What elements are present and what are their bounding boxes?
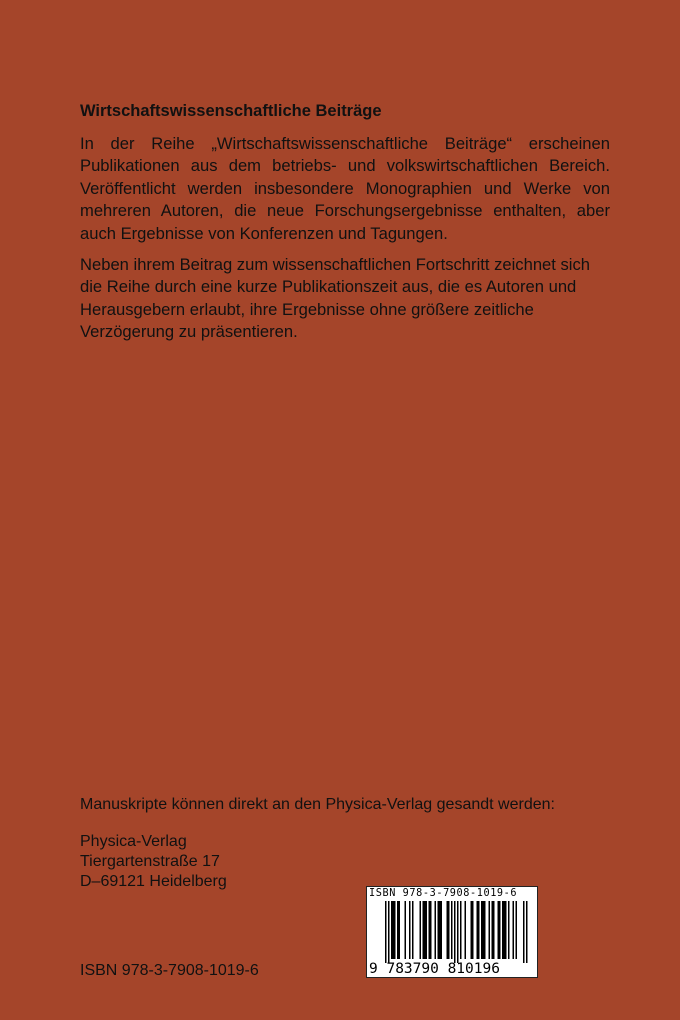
- barcode-bar: [435, 901, 437, 959]
- barcode-bar: [412, 901, 414, 959]
- barcode-bar: [447, 901, 449, 959]
- barcode-bars: [367, 901, 537, 963]
- barcode-bar: [502, 901, 504, 959]
- barcode-bar: [439, 901, 441, 959]
- barcode-bar: [465, 901, 467, 959]
- barcode-bar: [477, 901, 479, 959]
- barcode-bar: [405, 901, 407, 959]
- series-description: [80, 100, 610, 353]
- barcode-bar: [393, 901, 395, 959]
- barcode-bar: [397, 901, 399, 959]
- barcode-bar: [516, 901, 518, 959]
- barcode-bar: [399, 901, 401, 959]
- barcode-bar: [451, 901, 453, 959]
- barcode-bar: [429, 901, 431, 959]
- barcode-bar: [526, 901, 528, 963]
- barcode-bar: [460, 901, 462, 959]
- publisher-address: [80, 832, 227, 892]
- barcode-bar: [391, 901, 393, 959]
- barcode-bar: [385, 901, 387, 963]
- barcode-bar: [493, 901, 495, 959]
- barcode-bar: [424, 901, 426, 959]
- manuscript-note: Manuskripte können direkt an den Physica-Verlag gesandt werden:: [80, 796, 555, 813]
- barcode-bar: [471, 901, 473, 959]
- barcode-bar: [394, 901, 396, 959]
- series-heading: Wirtschaftswissenschaftliche Beiträge: [80, 102, 382, 120]
- isbn-label: ISBN 978-3-7908-1019-6: [80, 962, 259, 979]
- barcode-digits: 9 783790 810196: [369, 961, 500, 977]
- barcode-bar: [481, 901, 483, 959]
- barcode-bar: [504, 901, 506, 959]
- barcode-bar: [508, 901, 510, 959]
- address-line-publisher: Physica-Verlag: [80, 833, 187, 850]
- barcode-bar: [523, 901, 525, 963]
- barcode-bar: [457, 901, 459, 963]
- barcode-bar: [489, 901, 491, 959]
- barcode-bar: [472, 901, 474, 959]
- barcode-bar: [420, 901, 422, 959]
- barcode-bar: [478, 901, 480, 959]
- paragraph-2: Neben ihrem Beitrag zum wissenschaftlichen Fortschritt zeichnet sich die Reihe durch eine kurze Publikationszeit aus, die es Autoren und Herausgebern erlaubt, ihre Ergebnisse ohne größere zeitliche Verzögerung zu präsentieren.: [80, 255, 591, 342]
- barcode-bar: [498, 901, 500, 959]
- barcode-bar: [484, 901, 486, 959]
- address-line-city: D–69121 Heidelberg: [80, 873, 227, 890]
- address-line-street: Tiergartenstraße 17: [80, 853, 220, 870]
- barcode-bar: [426, 901, 428, 959]
- barcode-isbn-label: ISBN 978-3-7908-1019-6: [369, 888, 518, 899]
- barcode-bar: [454, 901, 456, 963]
- barcode-bar: [513, 901, 515, 959]
- barcode-bar: [492, 901, 494, 959]
- paragraph-1: In der Reihe „Wirtschaftswissenschaftliche Beiträge“ erscheinen Publikationen aus dem betriebs- und volkswirtschaftlichen Bereich. Veröffentlicht werden insbesondere Monographien und Werke von mehreren Autoren, die neue Forschungsergebnisse enthalten, aber auch Ergebnisse von Konferenzen und Tagungen.: [80, 134, 610, 243]
- isbn-barcode: [366, 886, 538, 978]
- barcode-bar: [505, 901, 507, 959]
- barcode-bar: [438, 901, 440, 959]
- barcode-bar: [499, 901, 501, 959]
- barcode-bar: [441, 901, 443, 959]
- barcode-bar: [448, 901, 450, 959]
- barcode-bar: [423, 901, 425, 959]
- barcode-bar: [409, 901, 411, 959]
- barcode-bar: [483, 901, 485, 959]
- barcode-bar: [388, 901, 390, 963]
- barcode-bar: [430, 901, 432, 959]
